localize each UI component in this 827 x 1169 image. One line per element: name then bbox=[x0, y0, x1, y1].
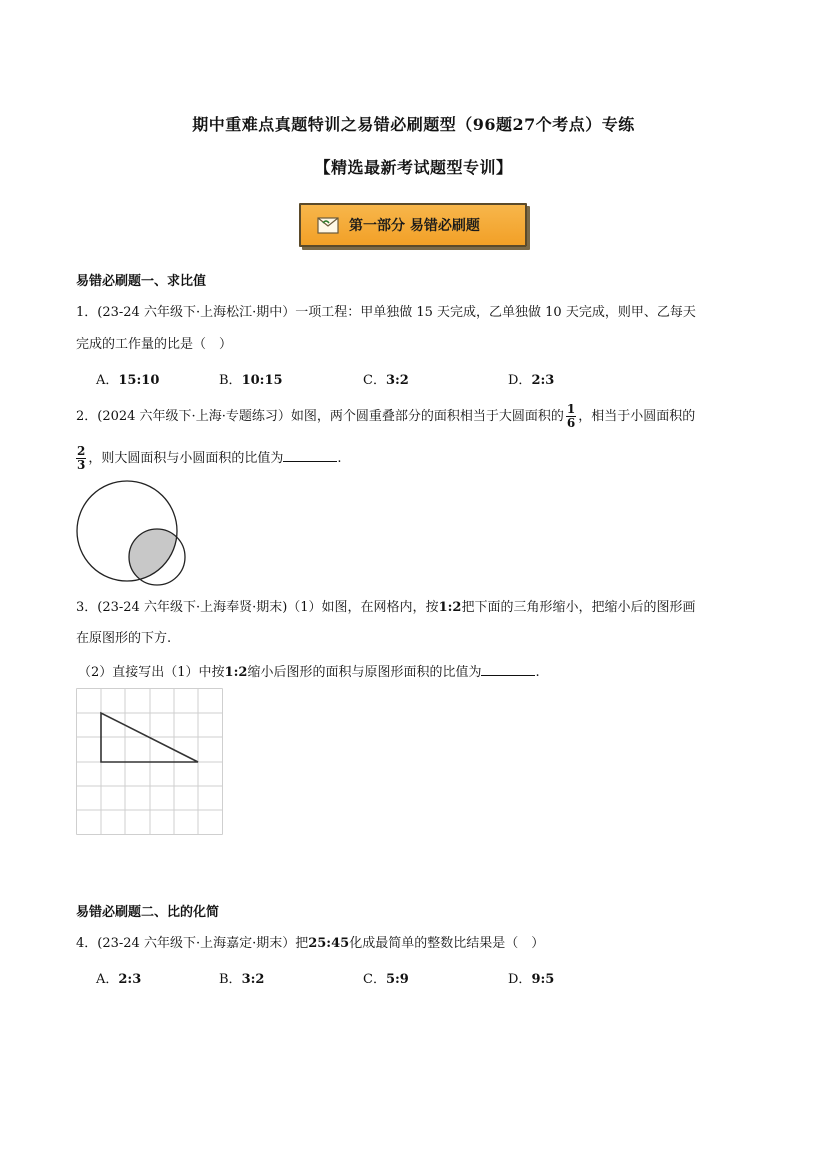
answer-blank-q2[interactable] bbox=[283, 448, 337, 462]
question-2-line-1: 2．(2024 六年级下·上海·专题练习）如图，两个圆重叠部分的面积相当于大圆面积的 $\frac{1}{6}$ ，相当于小圆面积的 bbox=[76, 402, 696, 430]
section-heading-1: 易错必刷题一、求比值 bbox=[76, 274, 207, 289]
page-subtitle: 【精选最新考试题型专训】 bbox=[314, 158, 513, 177]
question-3-line-2: 在原图形的下方. bbox=[76, 631, 172, 646]
section-heading-2: 易错必刷题二、比的化简 bbox=[76, 905, 220, 920]
q1-option-b[interactable]: B．10:15 bbox=[219, 373, 283, 388]
question-3-line-1: 3．(23-24 六年级下·上海奉贤·期末)（1）如图，在网格内，按1:2把下面的三角形缩小，把缩小后的图形画 bbox=[76, 600, 696, 615]
envelope-icon bbox=[317, 215, 339, 235]
page-title: 期中重难点真题特训之易错必刷题型（96题27个考点）专练 bbox=[192, 115, 635, 134]
fraction-one-sixth: $\frac{1}{6}$ bbox=[566, 402, 576, 430]
answer-blank-q3[interactable] bbox=[481, 662, 535, 676]
q4-option-d[interactable]: D．9:5 bbox=[508, 972, 555, 987]
question-4-line-1: 4．(23-24 六年级下·上海嘉定·期末）把25:45化成最简单的整数比结果是（ ） bbox=[76, 936, 545, 951]
question-3-line-3: （2）直接写出（1）中按1:2缩小后图形的面积与原图形面积的比值为 . bbox=[78, 662, 540, 683]
question-1-line-2: 完成的工作量的比是（ ） bbox=[76, 337, 233, 352]
q4-option-c[interactable]: C．5:9 bbox=[363, 972, 409, 987]
q1-option-d[interactable]: D．2:3 bbox=[508, 373, 555, 388]
triangle-grid-figure[interactable] bbox=[76, 688, 224, 836]
q4-option-b[interactable]: B．3:2 bbox=[219, 972, 265, 987]
q1-option-a[interactable]: A．15:10 bbox=[96, 373, 160, 388]
overlapping-circles-figure bbox=[70, 478, 200, 590]
section-badge-label: 第一部分 易错必刷题 bbox=[349, 218, 480, 234]
q1-option-c[interactable]: C．3:2 bbox=[363, 373, 409, 388]
section-badge bbox=[299, 203, 527, 247]
fraction-two-thirds: $\frac{2}{3}$ bbox=[77, 444, 86, 472]
q4-option-a[interactable]: A．2:3 bbox=[96, 972, 142, 987]
question-2-line-2: $\frac{2}{3}$ ，则大圆面积与小圆面积的比值为 . bbox=[77, 444, 342, 472]
question-1-line-1: 1．(23-24 六年级下·上海松江·期中）一项工程：甲单独做 15 天完成，乙单独做 10 天完成，则甲、乙每天 bbox=[76, 305, 696, 320]
